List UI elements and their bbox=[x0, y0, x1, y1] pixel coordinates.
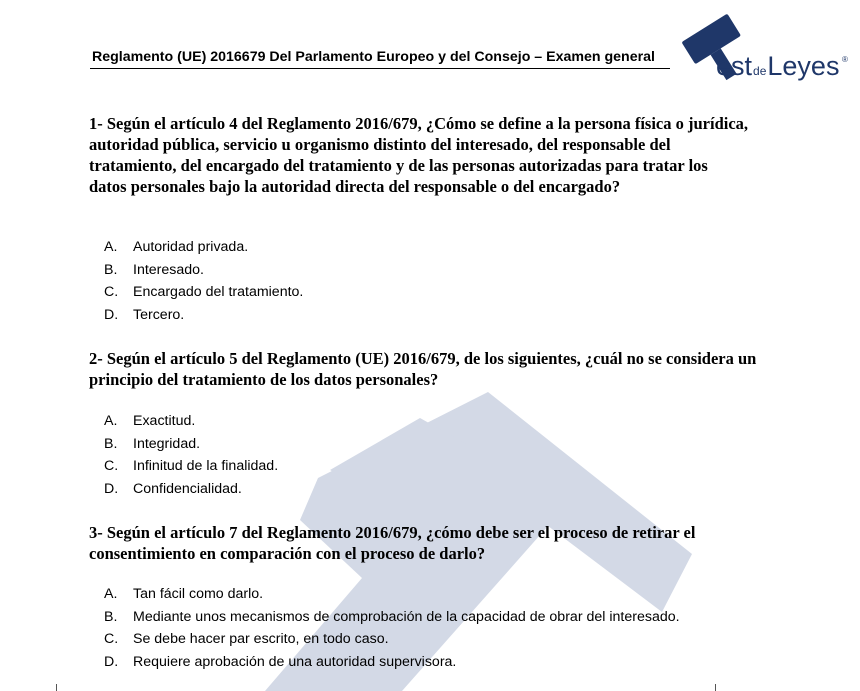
logo-text-est: est bbox=[716, 51, 753, 81]
logo-wordmark bbox=[716, 51, 839, 82]
header-underline bbox=[90, 68, 670, 69]
option-1-a[interactable]: A. Autoridad privada. bbox=[104, 239, 249, 255]
document-title: Reglamento (UE) 2016679 Del Parlamento Europeo y del Consejo – Examen general bbox=[92, 49, 655, 65]
option-1-b[interactable]: B. Interesado. bbox=[104, 261, 204, 278]
question-3-options bbox=[104, 583, 680, 673]
logo-text-leyes: Leyes bbox=[767, 51, 840, 81]
option-3-c[interactable]: C. Se debe hacer par escrito, en todo caso. bbox=[104, 631, 389, 647]
question-1: 1- Según el artículo 4 del Reglamento 2016/679, ¿Cómo se define a la persona física o jurídica, autoridad pública, servicio u organismo distinto del interesado, del responsable del tratamiento, del encargado del tratamiento y de las personas autorizadas para tratar los datos personales bajo la autoridad directa del responsable o del encargado? bbox=[89, 114, 749, 196]
question-2-options bbox=[104, 410, 278, 500]
registered-mark: ® bbox=[842, 55, 848, 64]
option-2-a[interactable]: A. Exactitud. bbox=[104, 413, 196, 429]
option-2-c[interactable]: C. Infinitud de la finalidad. bbox=[104, 458, 279, 474]
page-corner-mark-left bbox=[56, 684, 57, 691]
option-1-d[interactable]: D. Tercero. bbox=[104, 306, 185, 323]
question-3: 3- Según el artículo 7 del Reglamento 2016/679, ¿cómo debe ser el proceso de retirar el consentimiento en comparación con el proceso de darlo? bbox=[89, 523, 696, 563]
option-2-d[interactable]: D. Confidencialidad. bbox=[104, 480, 242, 497]
option-3-d[interactable]: D. Requiere aprobación de una autoridad supervisora. bbox=[104, 653, 457, 670]
option-3-b[interactable]: B. Mediante unos mecanismos de comprobación de la capacidad de obrar del interesado. bbox=[104, 608, 680, 625]
option-2-b[interactable]: B. Integridad. bbox=[104, 435, 201, 452]
page-corner-mark-right bbox=[715, 684, 716, 691]
question-2: 2- Según el artículo 5 del Reglamento (UE) 2016/679, de los siguientes, ¿cuál no se considera un principio del tratamiento de los datos personales? bbox=[89, 349, 757, 389]
logo-text-de: de bbox=[753, 64, 767, 78]
option-3-a[interactable]: A. Tan fácil como darlo. bbox=[104, 586, 264, 602]
option-1-c[interactable]: C. Encargado del tratamiento. bbox=[104, 284, 304, 300]
question-1-options bbox=[104, 236, 303, 326]
